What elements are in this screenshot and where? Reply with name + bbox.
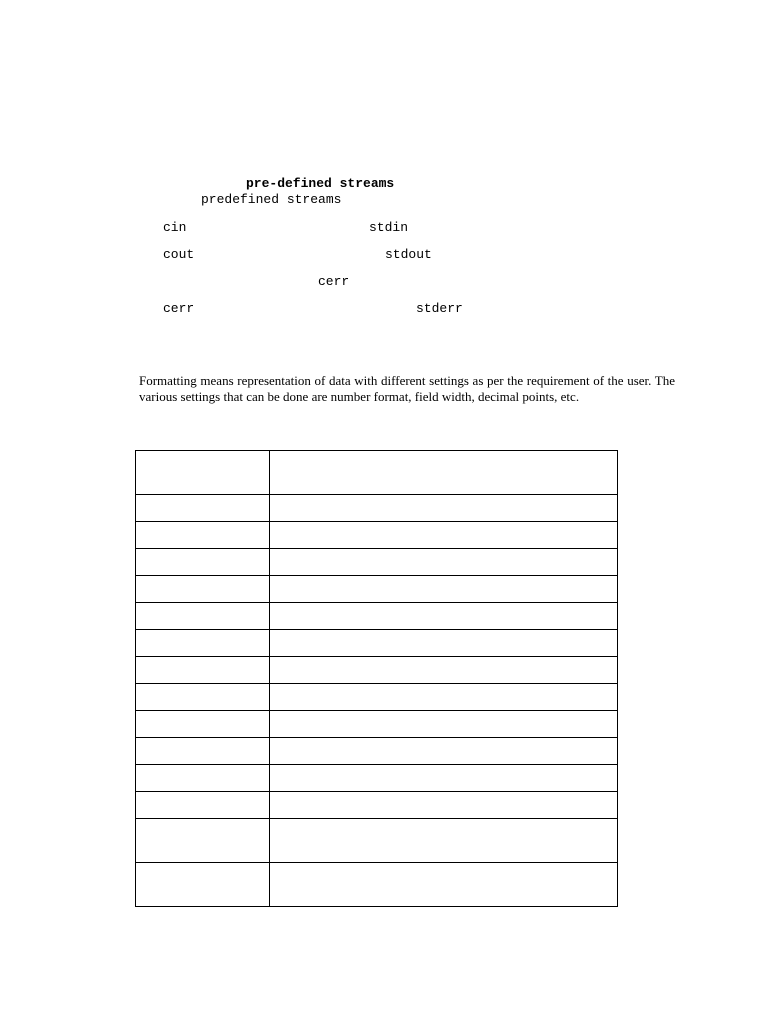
stream-device-stdin: stdin bbox=[369, 220, 409, 235]
table-cell bbox=[270, 495, 618, 522]
table-row bbox=[136, 630, 618, 657]
table-cell bbox=[136, 495, 270, 522]
table-cell bbox=[270, 522, 618, 549]
table-cell bbox=[136, 711, 270, 738]
table-row bbox=[136, 549, 618, 576]
table-cell bbox=[270, 576, 618, 603]
table-cell bbox=[270, 711, 618, 738]
section-title: pre-defined streams bbox=[246, 176, 395, 191]
table-row bbox=[136, 738, 618, 765]
table-cell bbox=[136, 451, 270, 495]
table-cell bbox=[270, 684, 618, 711]
table-row bbox=[136, 603, 618, 630]
table-cell bbox=[136, 522, 270, 549]
table-cell bbox=[136, 603, 270, 630]
stream-device-cerr: cerr bbox=[318, 274, 350, 289]
table-row bbox=[136, 576, 618, 603]
table-row bbox=[136, 863, 618, 907]
table-cell bbox=[270, 630, 618, 657]
table-cell bbox=[136, 657, 270, 684]
table-row bbox=[136, 792, 618, 819]
stream-device-stdout: stdout bbox=[385, 247, 432, 262]
stream-device-stderr: stderr bbox=[416, 301, 463, 316]
table-row bbox=[136, 819, 618, 863]
table-row bbox=[136, 657, 618, 684]
stream-name-cout: cout bbox=[163, 247, 195, 262]
table-row bbox=[136, 684, 618, 711]
table-cell bbox=[136, 863, 270, 907]
table-cell bbox=[136, 549, 270, 576]
table-cell bbox=[270, 863, 618, 907]
table-cell bbox=[136, 819, 270, 863]
stream-name-cin: cin bbox=[163, 220, 187, 235]
table-cell bbox=[136, 684, 270, 711]
table-row bbox=[136, 522, 618, 549]
formatting-paragraph: Formatting means representation of data with different settings as per the requirement of the user. The various settings that can be done are number format, field width, decimal points, etc. bbox=[139, 373, 675, 404]
formatting-table bbox=[135, 450, 618, 907]
table-cell bbox=[270, 657, 618, 684]
table-cell bbox=[270, 603, 618, 630]
table-cell bbox=[270, 451, 618, 495]
section-subtitle: predefined streams bbox=[201, 192, 342, 207]
stream-name-cerr: cerr bbox=[163, 301, 195, 316]
table-cell bbox=[270, 738, 618, 765]
table-cell bbox=[270, 819, 618, 863]
table-row bbox=[136, 765, 618, 792]
table-row bbox=[136, 711, 618, 738]
table-cell bbox=[270, 792, 618, 819]
table-cell bbox=[136, 738, 270, 765]
table-cell bbox=[136, 576, 270, 603]
table-cell bbox=[136, 765, 270, 792]
table-cell bbox=[270, 765, 618, 792]
table-cell bbox=[270, 549, 618, 576]
table-row bbox=[136, 451, 618, 495]
table-cell bbox=[136, 792, 270, 819]
table-cell bbox=[136, 630, 270, 657]
table-row bbox=[136, 495, 618, 522]
